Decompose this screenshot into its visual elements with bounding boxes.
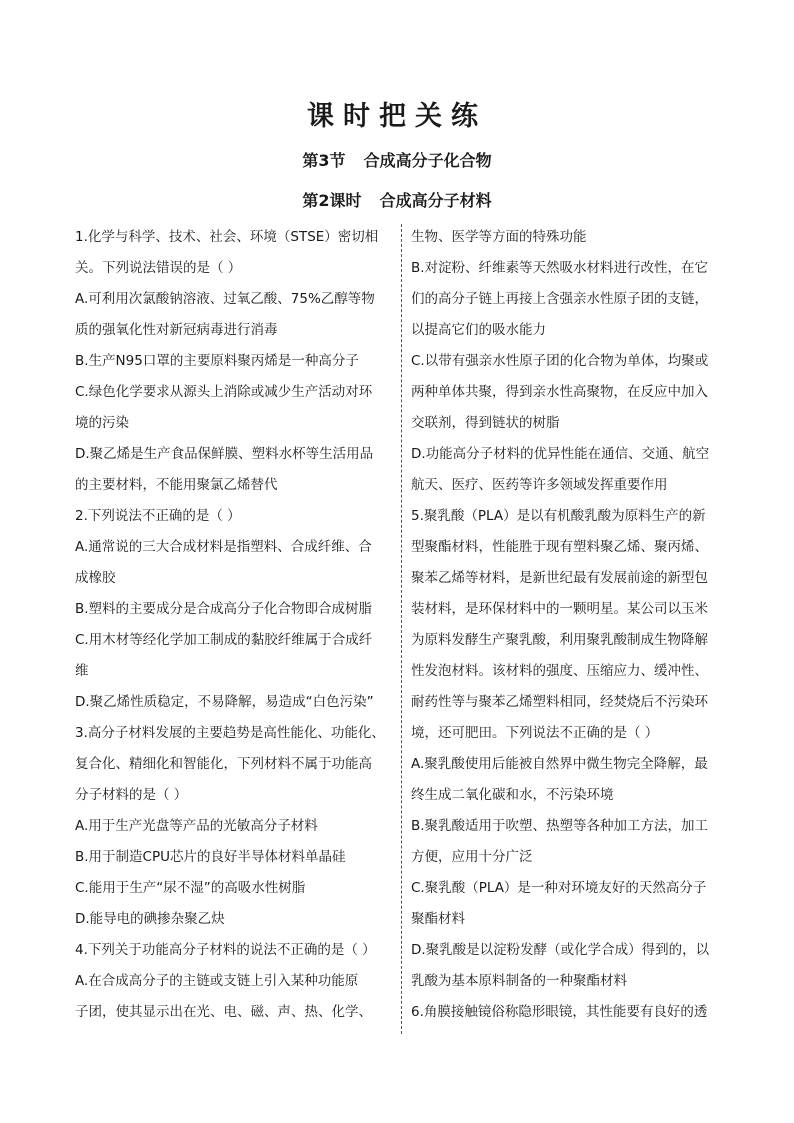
text-line: 维 xyxy=(75,663,89,679)
text-line: D.功能高分子材料的优异性能在通信、交通、航空 xyxy=(411,446,710,462)
text-line: D.聚乳酸是以淀粉发酵（或化学合成）得到的，以 xyxy=(411,942,710,958)
text-line: 装材料，是环保材料中的一颗明星。某公司以玉米 xyxy=(411,601,708,617)
text-line: 乳酸为基本原料制备的一种聚酯材料 xyxy=(411,973,627,989)
text-line: 型聚酯材料，性能胜于现有塑料聚乙烯、聚丙烯、 xyxy=(411,539,708,555)
text-line: A.可利用次氯酸钠溶液、过氧乙酸、75%乙醇等物 xyxy=(75,291,375,307)
section-heading xyxy=(0,148,794,171)
text-line: A.通常说的三大合成材料是指塑料、合成纤维、合 xyxy=(75,539,372,555)
text-line: 成橡胶 xyxy=(75,570,116,586)
page-title: 课时把关练 xyxy=(307,101,487,132)
text-line: 5.聚乳酸（PLA）是以有机酸乳酸为原料生产的新 xyxy=(411,508,706,524)
column-divider xyxy=(401,224,402,1034)
text-line: A.用于生产光盘等产品的光敏高分子材料 xyxy=(75,818,318,834)
text-line: 航天、医疗、医药等许多领域发挥重要作用 xyxy=(411,477,668,493)
text-line: 复合化、精细化和智能化，下列材料不属于功能高 xyxy=(75,756,372,772)
left-column xyxy=(75,222,393,1028)
text-line: 聚苯乙烯等材料，是新世纪最有发展前途的新型包 xyxy=(411,570,708,586)
text-line: C.以带有强亲水性原子团的化合物为单体，均聚或 xyxy=(411,353,709,369)
section-number: 第3节 xyxy=(302,151,346,170)
text-line: B.生产N95口罩的主要原料聚丙烯是一种高分子 xyxy=(75,353,359,369)
text-line: 们的高分子链上再接上含强亲水性原子团的支链， xyxy=(411,291,708,307)
text-line: 4.下列关于功能高分子材料的说法不正确的是（ ） xyxy=(75,942,376,958)
lesson-title: 合成高分子材料 xyxy=(379,191,492,210)
text-line: 子团，使其显示出在光、电、磁、声、热、化学、 xyxy=(75,1004,372,1020)
lesson-heading xyxy=(0,188,794,211)
text-line: 性发泡材料。该材料的强度、压缩应力、缓冲性、 xyxy=(411,663,708,679)
text-line: C.能用于生产“尿不湿”的高吸水性树脂 xyxy=(75,880,306,896)
text-line: D.能导电的碘掺杂聚乙炔 xyxy=(75,911,225,927)
text-line: C.绿色化学要求从源头上消除或减少生产活动对环 xyxy=(75,384,373,400)
text-line: B.用于制造CPU芯片的良好半导体材料单晶硅 xyxy=(75,849,346,865)
text-line: 以提高它们的吸水能力 xyxy=(411,322,546,338)
text-line: 交联剂，得到链状的树脂 xyxy=(411,415,560,431)
text-line: 关。下列说法错误的是（ ） xyxy=(75,260,242,276)
text-line: 为原料发酵生产聚乳酸，利用聚乳酸制成生物降解 xyxy=(411,632,708,648)
text-line: 两种单体共聚，得到亲水性高聚物，在反应中加入 xyxy=(411,384,708,400)
text-line: 3.高分子材料发展的主要趋势是高性能化、功能化、 xyxy=(75,725,385,741)
text-line: 境的污染 xyxy=(75,415,129,431)
text-line: B.聚乳酸适用于吹塑、热塑等各种加工方法，加工 xyxy=(411,818,709,834)
text-line: 耐药性等与聚苯乙烯塑料相同，经焚烧后不污染环 xyxy=(411,694,708,710)
text-line: 1.化学与科学、技术、社会、环境（STSE）密切相 xyxy=(75,229,379,245)
text-line: 6.角膜接触镜俗称隐形眼镜，其性能要有良好的透 xyxy=(411,1004,708,1020)
right-column xyxy=(411,222,731,1028)
text-line: 终生成二氧化碳和水，不污染环境 xyxy=(411,787,614,803)
text-line: 质的强氧化性对新冠病毒进行消毒 xyxy=(75,322,278,338)
text-line: B.对淀粉、纤维素等天然吸水材料进行改性，在它 xyxy=(411,260,709,276)
text-line: A.在合成高分子的主链或支链上引入某种功能原 xyxy=(75,973,359,989)
text-line: C.聚乳酸（PLA）是一种对环境友好的天然高分子 xyxy=(411,880,707,896)
section-title: 合成高分子化合物 xyxy=(363,151,492,170)
text-line: C.用木材等经化学加工制成的黏胶纤维属于合成纤 xyxy=(75,632,373,648)
text-line: 分子材料的是（ ） xyxy=(75,787,188,803)
lesson-number: 第2课时 xyxy=(302,191,362,210)
text-line: A.聚乳酸使用后能被自然界中微生物完全降解，最 xyxy=(411,756,708,772)
text-line: 生物、医学等方面的特殊功能 xyxy=(411,229,587,245)
text-line: 聚酯材料 xyxy=(411,911,465,927)
text-line: D.聚乙烯性质稳定，不易降解，易造成“白色污染” xyxy=(75,694,374,710)
text-line: 方便，应用十分广泛 xyxy=(411,849,533,865)
text-line: 境，还可肥田。下列说法不正确的是（ ） xyxy=(411,725,659,741)
text-line: B.塑料的主要成分是合成高分子化合物即合成树脂 xyxy=(75,601,373,617)
text-line: D.聚乙烯是生产食品保鲜膜、塑料水杯等生活用品 xyxy=(75,446,374,462)
text-line: 的主要材料，不能用聚氯乙烯替代 xyxy=(75,477,278,493)
text-line: 2.下列说法不正确的是（ ） xyxy=(75,508,241,524)
